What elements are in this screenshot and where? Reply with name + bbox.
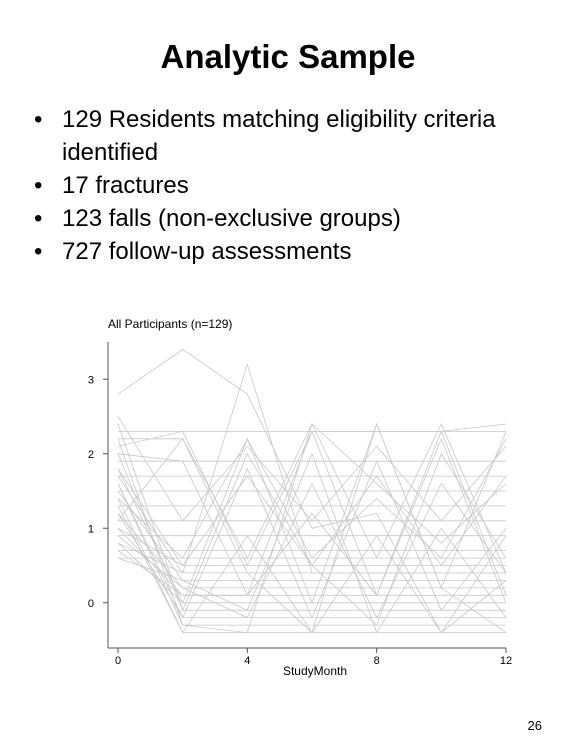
bullet-dot: • — [34, 205, 43, 232]
series-line-29 — [118, 506, 506, 633]
bullet-item — [34, 235, 554, 268]
bullet-item — [34, 169, 554, 202]
bullet-text: 17 fractures — [62, 172, 189, 199]
y-tick-label: 1 — [87, 523, 94, 536]
bullet-list — [34, 103, 554, 268]
bullet-dot: • — [34, 172, 43, 199]
series-line-1 — [118, 431, 506, 602]
series-line-11 — [118, 424, 506, 566]
x-axis-label: StudyMonth — [282, 664, 348, 678]
bullet-text: 123 falls (non-exclusive groups) — [62, 205, 401, 232]
bullet-text: 727 follow-up assessments — [62, 238, 352, 265]
slide-title: Analytic Sample — [160, 38, 416, 75]
y-tick-label: 0 — [87, 597, 94, 610]
x-tick-label: 12 — [499, 655, 513, 667]
x-tick-label: 0 — [114, 655, 122, 667]
bullet-item — [34, 202, 554, 235]
series-lines — [118, 349, 506, 632]
participants-line-chart — [30, 310, 530, 690]
y-tick-label: 2 — [87, 448, 94, 461]
x-tick-label: 4 — [244, 655, 251, 667]
x-tick-label: 8 — [373, 655, 380, 667]
series-line-27 — [118, 439, 506, 558]
page-number: 26 — [527, 718, 542, 733]
series-line-23 — [118, 454, 506, 610]
chart-title: All Participants (n=129) — [108, 317, 233, 331]
y-tick-label: 3 — [87, 374, 94, 387]
axes — [88, 342, 512, 667]
bullet-item — [34, 103, 554, 169]
bullet-dot: • — [34, 238, 43, 265]
series-line-33 — [118, 364, 506, 573]
bullet-text: 129 Residents matching eligibility criteria identified — [62, 106, 496, 166]
bullet-dot: • — [34, 106, 43, 133]
